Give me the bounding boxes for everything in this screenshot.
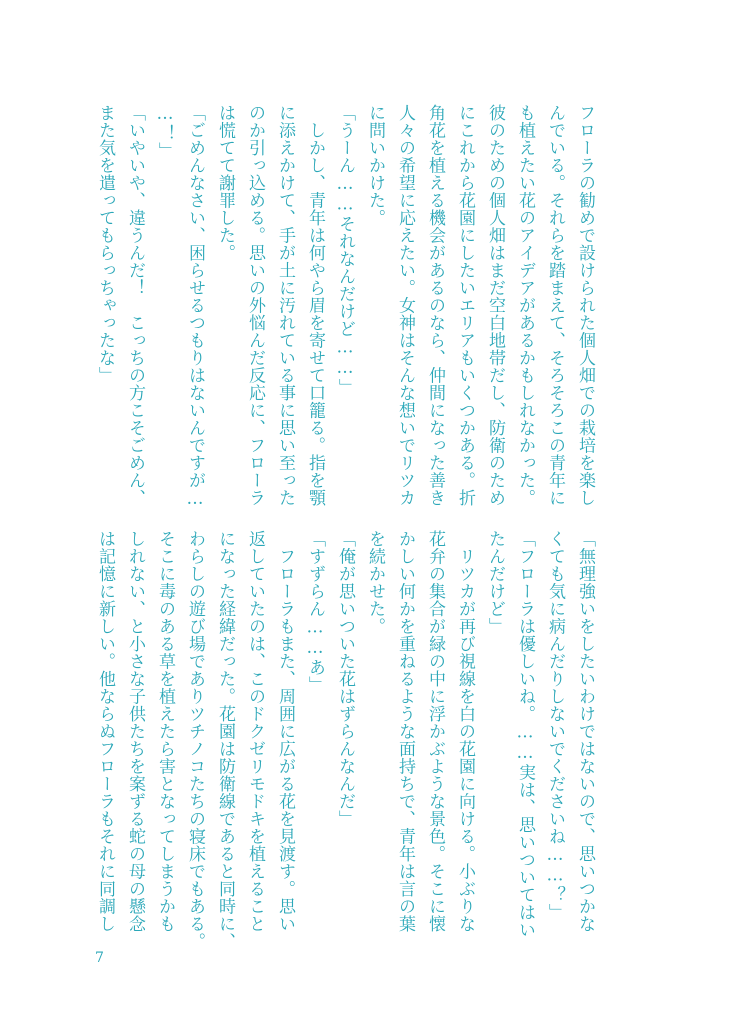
top_block-line: は慌てて謝罪した。 <box>215 104 235 262</box>
top_block-line: 角花を植える機会があるのなら、仲間になった善き <box>425 104 445 507</box>
top_block-line: 人々の希望に応えたい。女神はそんな想いでリツカ <box>395 104 415 507</box>
top_block-line: また気を遣ってもらっちゃったな」 <box>95 104 115 384</box>
bottom_block-line: たんだけど」 <box>485 530 505 635</box>
top_block-line: に添えかけて、手が土に汚れている事に思い至った <box>275 104 295 507</box>
top_block-line: んでいる。それらを踏まえて、そろそろこの青年に <box>545 104 565 507</box>
bottom_block-line: かしい何かを重ねるような面持ちで、青年は言の葉 <box>395 530 415 933</box>
bottom_block-line: くても気に病んだりしないでくださいね……？」 <box>545 530 565 921</box>
bottom_block-line: 花弁の集合が緑の中に浮かぶような景色。そこに懐 <box>425 530 445 933</box>
bottom-text-block <box>90 530 600 950</box>
bottom_block-line: 「無理強いをしたいわけではないので、思いつかな <box>575 530 595 933</box>
bottom_block-line: 「フローラは優しいね。……実は、思いついてはい <box>515 530 535 939</box>
top_block-line: 彼のための個人畑はまだ空白地帯だし、防衛のため <box>485 104 505 507</box>
bottom_block-line: 「俺が思いついた花はずらんなんだ」 <box>335 530 355 828</box>
top-text-block <box>90 104 600 510</box>
bottom_block-line: フローラもまた、周囲に広がる花を見渡す。思い <box>275 530 295 933</box>
top_block-line: のか引っ込める。思いの外悩んだ反応に、フローラ <box>245 104 265 507</box>
top_block-line: にこれから花園にしたいエリアもいくつかある。折 <box>455 104 475 507</box>
bottom_block-line: 「すずらん……あ」 <box>305 530 325 694</box>
top_block-line: 「いやいや、違うんだ！ こっちの方こそごめん、 <box>125 104 145 507</box>
page-number: 7 <box>95 950 104 966</box>
bottom_block-line: は記憶に新しい。他ならぬフローラもそれに同調し <box>95 530 115 933</box>
bottom_block-line: になった経緯だった。花園は防衛線であると同時に、 <box>215 530 235 950</box>
bottom_block-line: 返していたのは、このドクゼリモドキを植えること <box>245 530 265 933</box>
top_block-line: 「うーん……それなんだけど……」 <box>335 104 355 396</box>
bottom_block-line: そこに毒のある草を植えたら害となってしまうかも <box>155 530 175 933</box>
top_block-line: フローラの勧めで設けられた個人畑での栽培を楽し <box>575 104 595 507</box>
bottom_block-line: を続かせた。 <box>365 530 385 635</box>
top_block-line: しかし、青年は何やら眉を寄せて口籠る。指を顎 <box>305 104 325 507</box>
bottom_block-line: しれない、と小さな子供たちを案ずる蛇の母の懸念 <box>125 530 145 933</box>
top_block-line: も植えたい花のアイデアがあるかもしれなかった。 <box>515 104 535 507</box>
top_block-line: …！」 <box>155 104 175 160</box>
top_block-line: に問いかけた。 <box>365 104 385 227</box>
bottom_block-line: リツカが再び視線を白の花園に向ける。小ぶりな <box>455 530 475 933</box>
bottom_block-line: わらしの遊び場でありツチノコたちの寝床でもある。 <box>185 530 205 950</box>
top_block-line: 「ごめんなさい、困らせるつもりはないんですが… <box>185 104 205 510</box>
